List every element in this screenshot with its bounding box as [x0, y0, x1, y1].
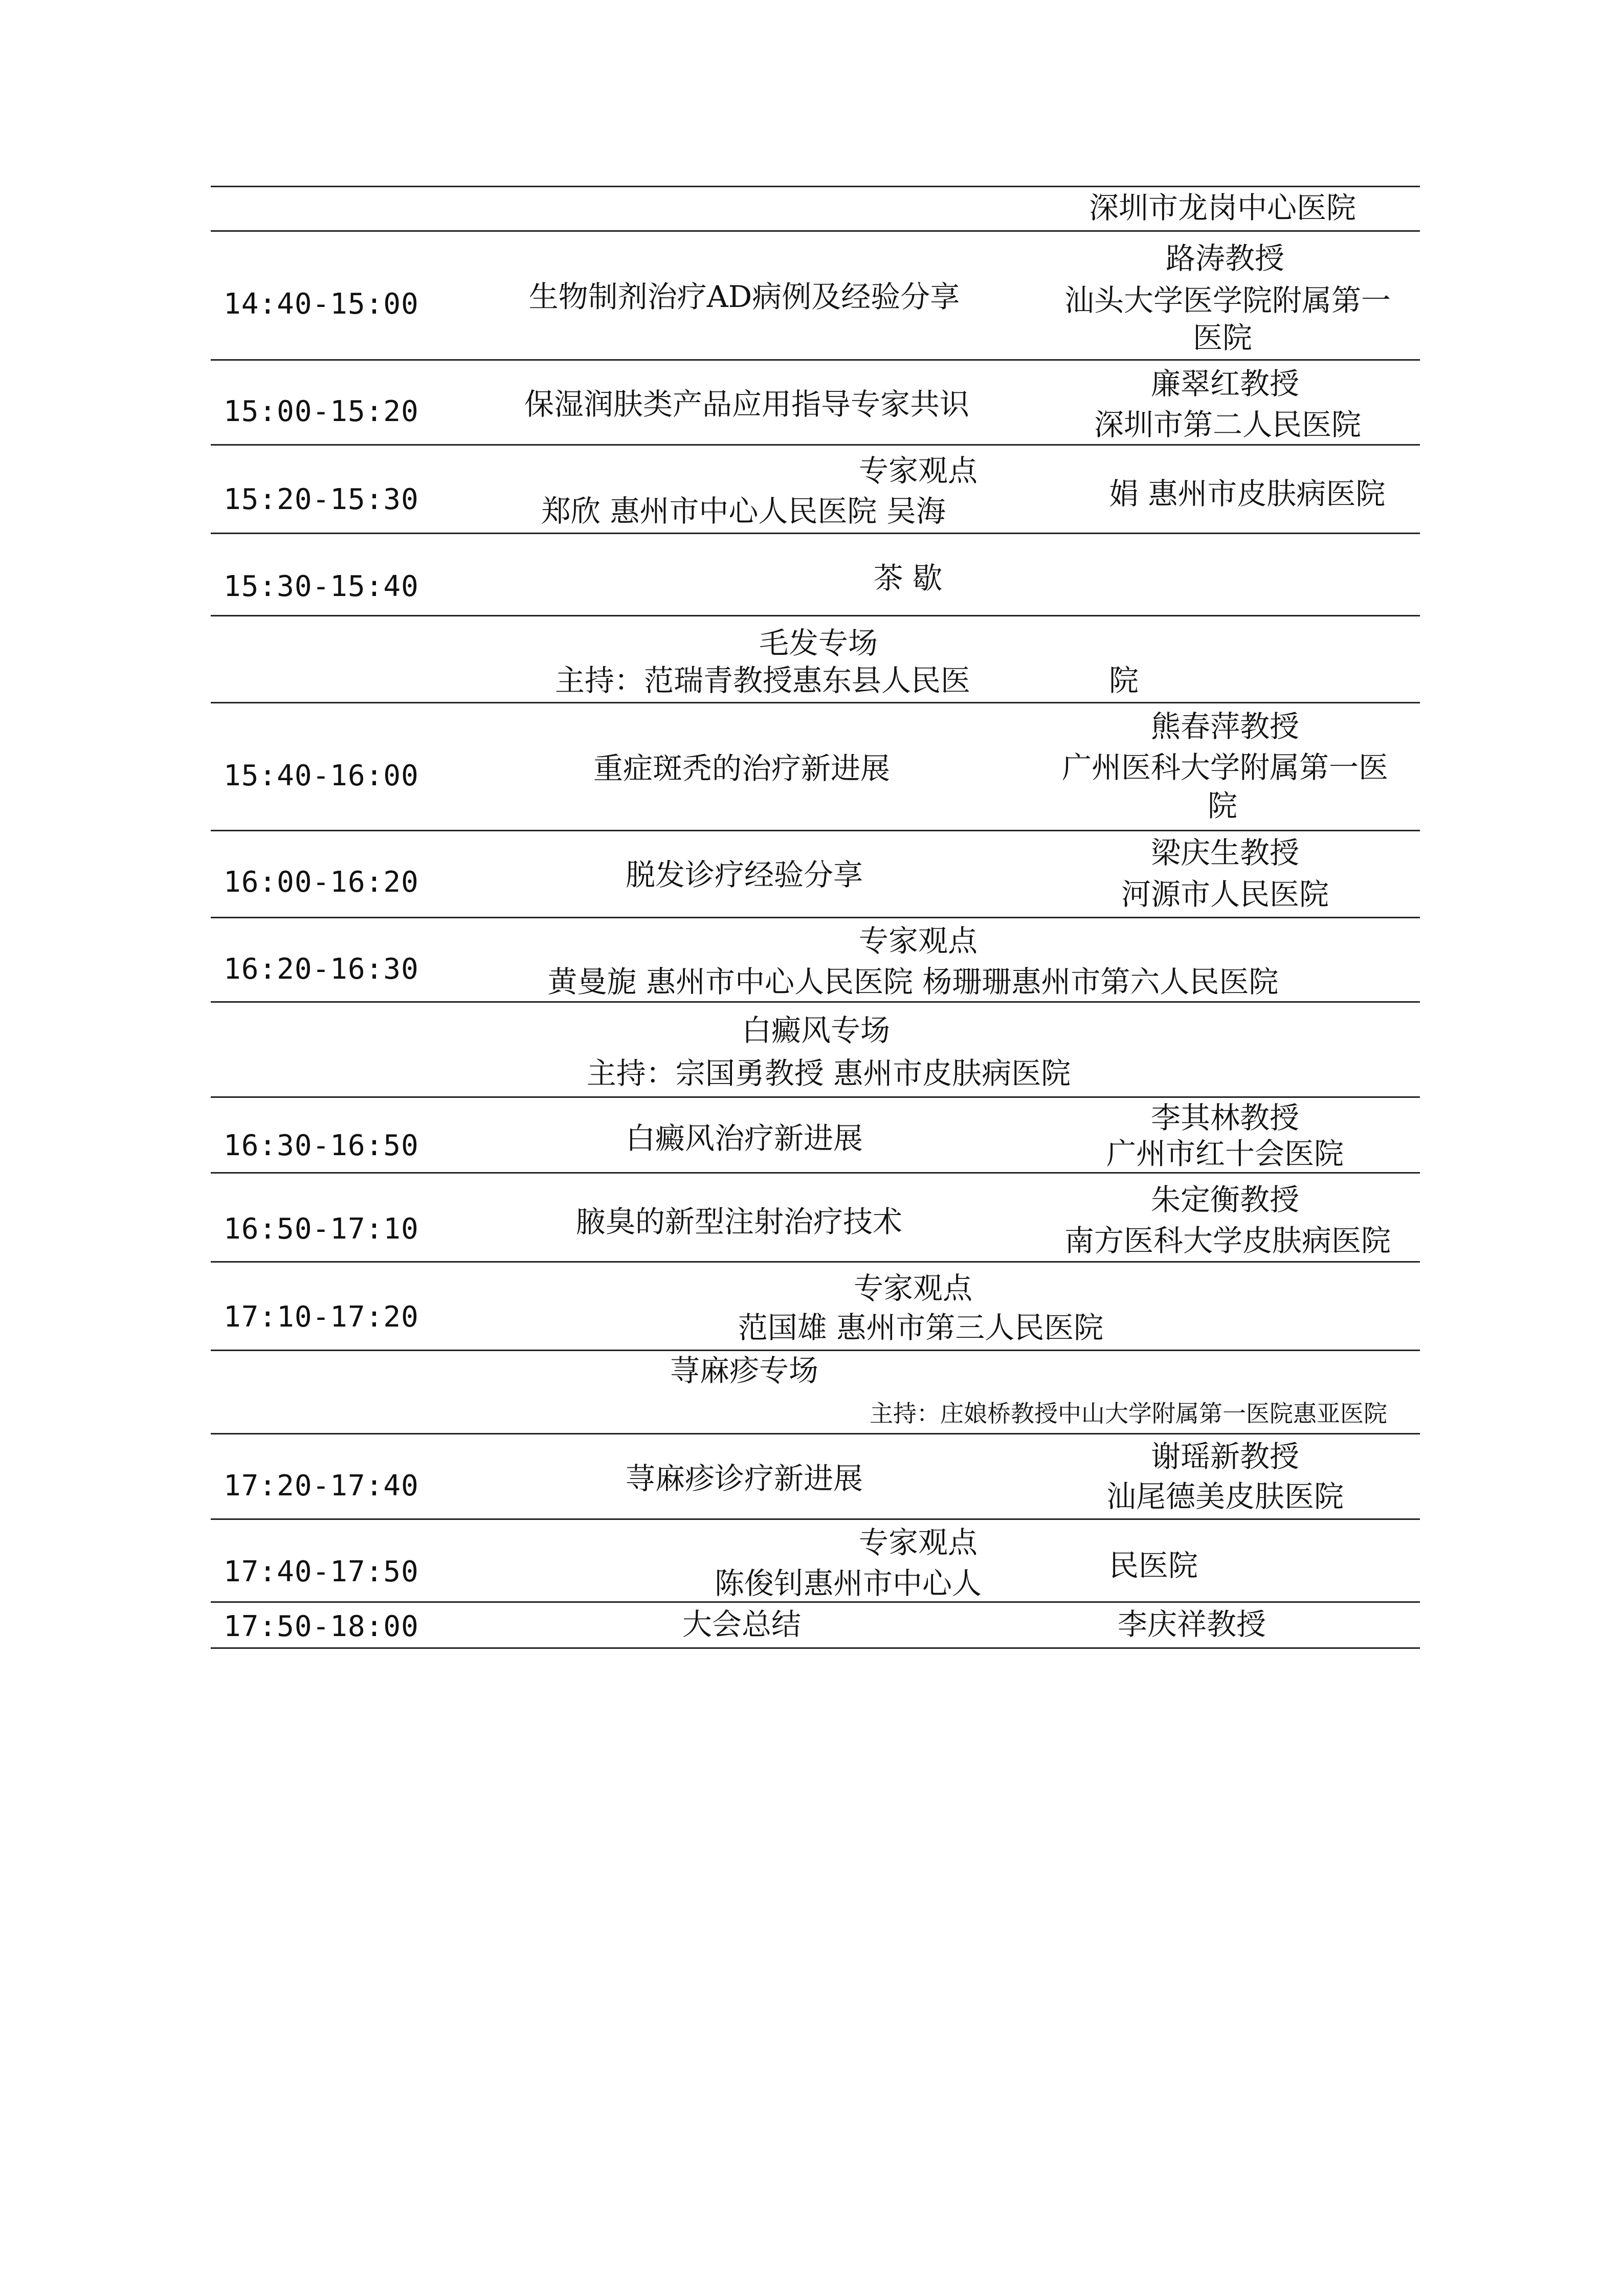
session-topic: 脱发诊疗经验分享 — [625, 857, 863, 892]
session-topic: 白癜风治疗新进展 — [625, 1121, 863, 1156]
session-time: 16:20-16:30 — [224, 953, 419, 986]
table-rule — [211, 230, 1420, 232]
table-rule — [211, 1647, 1420, 1649]
session-time: 17:20-17:40 — [224, 1469, 419, 1503]
speaker-name: 路涛教授 — [1165, 241, 1285, 276]
speaker-hospital: 深圳市龙岗中心医院 — [1088, 190, 1357, 225]
expert-opinion-label: 专家观点 — [858, 923, 978, 958]
speaker-hospital: 广州医科大学附属第一医 — [1061, 750, 1389, 785]
tea-break: 茶 歇 — [873, 561, 943, 595]
speaker-hospital: 汕尾德美皮肤医院 — [1106, 1479, 1344, 1514]
speaker-hospital: 广州市红十会医院 — [1106, 1136, 1344, 1171]
session-time: 17:10-17:20 — [224, 1300, 419, 1334]
speaker-hospital: 医院 — [1192, 320, 1253, 355]
expert-opinion-label: 专家观点 — [853, 1271, 973, 1306]
session-time: 14:40-15:00 — [224, 288, 419, 321]
session-time: 15:30-15:40 — [224, 570, 419, 603]
expert-panel: 娟 惠州市皮肤病医院 — [1109, 476, 1386, 511]
expert-panel: 黄曼旎 惠州市中心人民医院 杨珊珊惠州市第六人民医院 — [547, 964, 1279, 999]
session-time: 16:00-16:20 — [224, 866, 419, 899]
speaker-name: 廉翠红教授 — [1150, 366, 1300, 401]
table-rule — [211, 830, 1420, 831]
table-rule — [211, 1601, 1420, 1603]
speaker-hospital: 深圳市第二人民医院 — [1094, 407, 1362, 442]
section-title: 毛发专场 — [759, 626, 878, 660]
table-rule — [211, 359, 1420, 361]
table-rule — [211, 1350, 1420, 1351]
session-time: 16:30-16:50 — [224, 1129, 419, 1162]
speaker-name: 朱定衡教授 — [1150, 1182, 1300, 1217]
session-topic: 生物制剂治疗AD病例及经验分享 — [528, 279, 960, 314]
table-rule — [211, 1172, 1420, 1174]
session-time: 17:50-18:00 — [224, 1610, 419, 1643]
session-time: 16:50-17:10 — [224, 1212, 419, 1246]
session-topic: 大会总结 — [682, 1607, 802, 1642]
expert-opinion-label: 专家观点 — [858, 453, 978, 488]
session-time: 15:40-16:00 — [224, 759, 419, 792]
speaker-name: 李其林教授 — [1150, 1100, 1300, 1135]
table-rule — [211, 917, 1420, 918]
table-rule — [211, 533, 1420, 534]
table-rule — [211, 1001, 1420, 1003]
expert-panel: 民医院 — [1109, 1548, 1198, 1583]
speaker-name: 李庆祥教授 — [1117, 1607, 1266, 1642]
table-rule — [211, 1261, 1420, 1263]
section-title: 白癜风专场 — [741, 1013, 891, 1048]
session-topic: 保湿润肤类产品应用指导专家共识 — [524, 387, 970, 422]
speaker-hospital: 南方医科大学皮肤病医院 — [1064, 1223, 1391, 1258]
speaker-name: 梁庆生教授 — [1150, 835, 1300, 870]
session-time: 15:20-15:30 — [224, 483, 419, 516]
session-time: 15:00-15:20 — [224, 395, 419, 428]
table-rule — [211, 1518, 1420, 1520]
speaker-hospital: 院 — [1207, 788, 1238, 823]
section-host: 院 — [1109, 663, 1139, 698]
session-topic: 腋臭的新型注射治疗技术 — [575, 1204, 903, 1239]
table-rule — [211, 1096, 1420, 1098]
session-time: 17:40-17:50 — [224, 1555, 419, 1588]
session-topic: 荨麻疹诊疗新进展 — [625, 1461, 863, 1496]
table-rule — [211, 702, 1420, 703]
expert-panel: 范国雄 惠州市第三人民医院 — [738, 1310, 1104, 1345]
section-title: 荨麻疹专场 — [670, 1353, 819, 1388]
section-host: 主持：庄娘桥教授中山大学附属第一医院惠亚医院 — [870, 1400, 1387, 1427]
table-rule — [211, 186, 1420, 187]
section-host: 主持：范瑞青教授惠东县人民医 — [555, 663, 971, 698]
expert-panel: 陈俊钊惠州市中心人 — [715, 1566, 982, 1601]
expert-opinion-label: 专家观点 — [858, 1525, 978, 1560]
section-host: 主持：宗国勇教授 惠州市皮肤病医院 — [586, 1056, 1071, 1091]
speaker-name: 熊春萍教授 — [1150, 709, 1300, 744]
table-rule — [211, 1433, 1420, 1434]
speaker-hospital: 河源市人民医院 — [1121, 877, 1329, 912]
table-rule — [211, 615, 1420, 616]
table-rule — [211, 444, 1420, 446]
speaker-hospital: 汕头大学医学院附属第一 — [1064, 283, 1391, 318]
expert-panel: 郑欣 惠州市中心人民医院 吴海 — [541, 494, 946, 528]
speaker-name: 谢瑶新教授 — [1150, 1439, 1300, 1474]
session-topic: 重症斑秃的治疗新进展 — [593, 751, 891, 786]
